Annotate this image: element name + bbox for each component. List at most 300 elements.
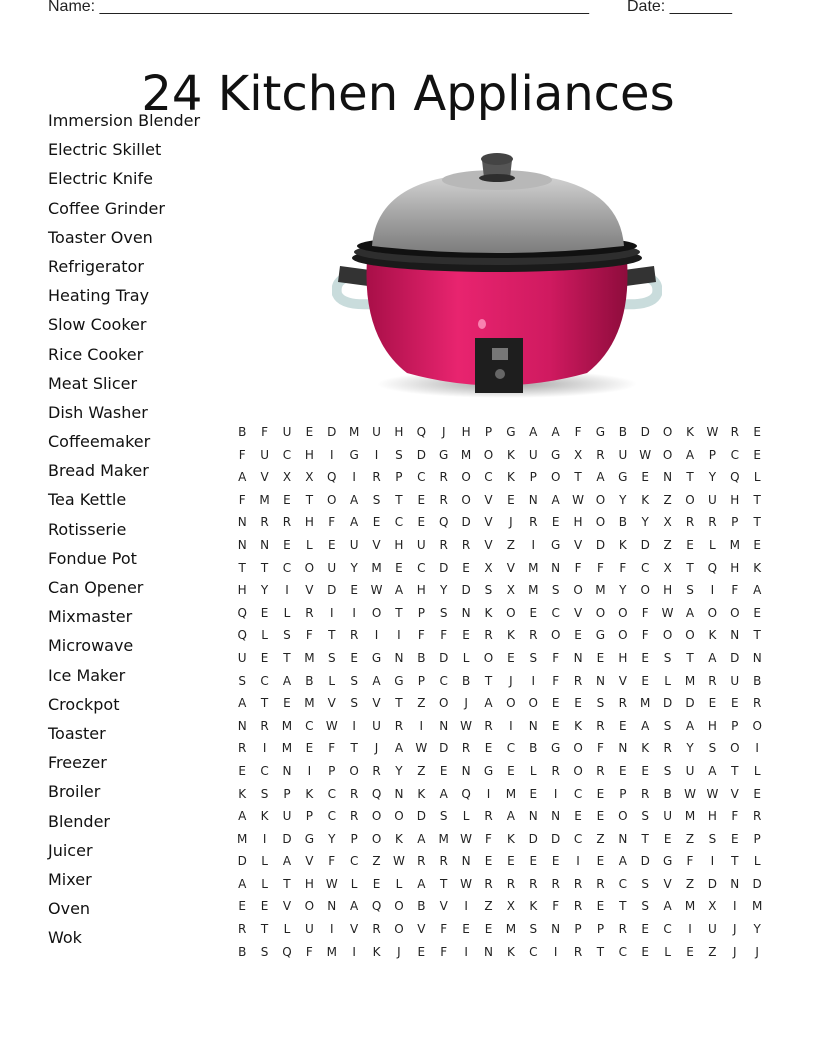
grid-letter: Q	[730, 470, 740, 485]
grid-letter: E	[484, 854, 493, 869]
grid-letter: U	[416, 537, 426, 552]
grid-letter: E	[574, 809, 582, 824]
grid-letter: G	[371, 650, 382, 665]
grid-letter: L	[664, 673, 671, 688]
grid-letter: A	[618, 854, 627, 869]
grid-letter: R	[708, 515, 717, 530]
grid-letter: C	[394, 515, 404, 530]
grid-letter: N	[327, 899, 337, 914]
grid-letter: T	[395, 605, 403, 620]
grid-letter: M	[684, 899, 696, 914]
grid-letter: I	[352, 470, 356, 485]
grid-letter: C	[573, 786, 583, 801]
grid-letter: O	[461, 470, 471, 485]
grid-letter: I	[688, 922, 692, 937]
grid-letter: F	[596, 741, 604, 756]
grid-letter: P	[305, 809, 313, 824]
grid-letter: K	[417, 786, 426, 801]
grid-row	[231, 760, 768, 783]
word-list-item: Toaster	[48, 723, 106, 743]
grid-letter: C	[551, 605, 560, 620]
grid-letter: X	[663, 560, 672, 575]
grid-letter: S	[641, 809, 650, 824]
grid-letter: O	[662, 447, 673, 462]
grid-letter: E	[238, 763, 246, 778]
word-list-item: Wok	[48, 928, 82, 948]
grid-letter: P	[328, 763, 336, 778]
word-list-item: Rice Cooker	[48, 344, 144, 364]
grid-letter: I	[329, 922, 334, 937]
grid-letter: F	[686, 854, 694, 869]
grid-letter: H	[707, 809, 717, 824]
grid-letter: T	[260, 922, 269, 937]
grid-letter: F	[574, 425, 582, 439]
grid-letter: L	[709, 537, 716, 552]
grid-letter: E	[260, 899, 269, 914]
grid-letter: G	[551, 537, 561, 552]
grid-letter: N	[260, 537, 270, 552]
grid-letter: I	[531, 673, 536, 688]
grid-letter: J	[509, 515, 513, 530]
grid-letter: B	[529, 741, 538, 756]
grid-letter: Q	[237, 605, 247, 620]
grid-letter: N	[663, 470, 673, 485]
grid-letter: F	[417, 628, 425, 643]
grid-letter: F	[485, 831, 492, 846]
grid-letter: R	[349, 809, 359, 824]
grid-letter: K	[506, 944, 515, 959]
grid-letter: Z	[596, 831, 605, 846]
grid-letter: R	[573, 876, 583, 891]
grid-row	[231, 715, 768, 738]
grid-letter: A	[417, 831, 426, 846]
grid-letter: I	[509, 718, 513, 733]
grid-letter: M	[640, 696, 651, 711]
grid-row	[231, 579, 768, 602]
grid-letter: Y	[619, 492, 627, 507]
grid-letter: F	[596, 560, 604, 575]
grid-letter: H	[304, 876, 314, 891]
grid-letter: K	[618, 537, 627, 552]
grid-letter: S	[283, 628, 291, 643]
grid-letter: Z	[417, 696, 426, 711]
grid-letter: W	[706, 786, 719, 801]
grid-letter: T	[731, 854, 739, 869]
grid-letter: I	[710, 854, 715, 869]
grid-letter: T	[686, 470, 694, 485]
grid-letter: C	[282, 560, 292, 575]
grid-letter: G	[595, 628, 606, 643]
grid-letter: R	[484, 718, 493, 733]
grid-letter: L	[753, 763, 761, 778]
grid-letter: H	[304, 447, 314, 462]
grid-letter: S	[350, 673, 358, 688]
grid-letter: M	[752, 899, 763, 914]
grid-letter: V	[618, 673, 627, 688]
grid-letter: F	[552, 673, 560, 688]
grid-letter: D	[327, 425, 337, 439]
grid-letter: S	[686, 583, 694, 598]
grid-letter: E	[730, 696, 739, 711]
word-list-item: Rotisserie	[48, 519, 127, 539]
grid-letter: W	[706, 425, 719, 439]
grid-letter: F	[440, 628, 448, 643]
grid-letter: S	[439, 809, 448, 824]
grid-letter: T	[328, 628, 336, 643]
grid-letter: R	[596, 763, 605, 778]
word-search-grid	[231, 421, 768, 963]
grid-letter: N	[573, 650, 583, 665]
grid-letter: E	[507, 763, 515, 778]
grid-letter: Y	[753, 922, 761, 937]
grid-letter: R	[238, 741, 247, 756]
grid-letter: G	[439, 447, 449, 462]
grid-letter: R	[417, 854, 426, 869]
grid-letter: W	[325, 876, 338, 891]
grid-letter: F	[328, 741, 336, 756]
grid-letter: C	[260, 673, 269, 688]
grid-letter: A	[350, 515, 359, 530]
grid-letter: E	[551, 515, 560, 530]
grid-letter: E	[686, 944, 694, 959]
grid-letter: N	[551, 560, 561, 575]
grid-letter: E	[327, 537, 336, 552]
grid-letter: G	[506, 425, 516, 439]
grid-letter: E	[574, 628, 582, 643]
grid-letter: R	[484, 809, 493, 824]
grid-letter: H	[237, 583, 247, 598]
grid-letter: E	[641, 922, 650, 937]
grid-letter: D	[237, 854, 247, 869]
grid-letter: O	[371, 809, 382, 824]
grid-letter: I	[419, 718, 424, 733]
grid-row	[231, 534, 768, 557]
grid-letter: I	[262, 741, 267, 756]
grid-letter: H	[304, 515, 314, 530]
grid-row	[231, 805, 768, 828]
grid-letter: K	[394, 831, 403, 846]
grid-letter: A	[551, 425, 560, 439]
grid-letter: R	[551, 763, 560, 778]
grid-letter: S	[708, 831, 717, 846]
grid-letter: N	[237, 718, 247, 733]
grid-letter: A	[238, 809, 247, 824]
grid-letter: A	[238, 470, 247, 485]
grid-letter: L	[462, 809, 470, 824]
grid-letter: M	[595, 583, 606, 598]
grid-letter: M	[281, 718, 293, 733]
grid-letter: B	[238, 425, 247, 439]
grid-letter: S	[663, 650, 672, 665]
grid-letter: T	[596, 944, 605, 959]
grid-letter: C	[260, 763, 269, 778]
grid-letter: R	[596, 718, 605, 733]
grid-letter: F	[305, 628, 313, 643]
grid-letter: E	[596, 854, 605, 869]
grid-letter: N	[551, 809, 561, 824]
grid-letter: T	[753, 515, 761, 530]
grid-letter: A	[663, 899, 672, 914]
grid-letter: Y	[328, 831, 336, 846]
grid-letter: E	[551, 718, 560, 733]
grid-letter: U	[260, 447, 269, 462]
grid-letter: R	[439, 854, 448, 869]
grid-letter: K	[686, 425, 694, 439]
grid-letter: E	[529, 854, 538, 869]
grid-letter: L	[261, 876, 268, 891]
grid-letter: F	[641, 605, 649, 620]
grid-letter: P	[574, 922, 582, 937]
grid-letter: S	[327, 650, 336, 665]
grid-letter: V	[439, 899, 448, 914]
grid-letter: E	[350, 583, 358, 598]
grid-letter: C	[730, 447, 739, 462]
grid-letter: M	[304, 696, 315, 711]
grid-letter: Q	[416, 425, 427, 439]
grid-letter: K	[506, 447, 515, 462]
grid-letter: S	[395, 447, 403, 462]
grid-letter: Z	[484, 899, 493, 914]
grid-letter: N	[595, 673, 605, 688]
grid-letter: Q	[282, 944, 292, 959]
grid-letter: H	[394, 425, 404, 439]
grid-letter: N	[484, 944, 493, 959]
grid-letter: D	[439, 560, 449, 575]
grid-letter: I	[374, 628, 379, 643]
grid-letter: O	[349, 763, 359, 778]
grid-letter: J	[464, 696, 468, 711]
grid-letter: H	[730, 560, 740, 575]
grid-letter: V	[484, 492, 493, 507]
grid-letter: L	[462, 650, 470, 665]
grid-letter: O	[573, 741, 583, 756]
grid-letter: Q	[237, 628, 247, 643]
grid-letter: A	[708, 763, 717, 778]
grid-letter: H	[618, 650, 628, 665]
grid-letter: E	[462, 922, 470, 937]
grid-letter: M	[237, 831, 248, 846]
grid-letter: K	[506, 831, 515, 846]
grid-letter: O	[573, 583, 583, 598]
grid-letter: T	[238, 560, 246, 575]
grid-letter: O	[483, 447, 494, 462]
grid-letter: U	[372, 425, 381, 439]
grid-letter: J	[733, 922, 737, 937]
grid-letter: H	[730, 492, 740, 507]
grid-letter: K	[641, 492, 650, 507]
grid-letter: U	[708, 492, 717, 507]
grid-letter: D	[416, 809, 426, 824]
grid-letter: W	[639, 447, 652, 462]
grid-letter: Y	[260, 583, 269, 598]
grid-letter: C	[349, 854, 359, 869]
grid-letter: O	[461, 492, 471, 507]
date-field-line: Date: _______	[627, 0, 732, 15]
grid-letter: A	[529, 425, 538, 439]
grid-letter: O	[371, 831, 382, 846]
grid-letter: S	[238, 673, 246, 688]
grid-letter: V	[730, 786, 739, 801]
grid-letter: O	[438, 696, 449, 711]
grid-letter: M	[528, 560, 539, 575]
grid-letter: K	[529, 899, 538, 914]
grid-letter: K	[506, 628, 515, 643]
grid-letter: A	[641, 718, 650, 733]
grid-letter: E	[260, 605, 269, 620]
grid-letter: B	[305, 673, 314, 688]
grid-row	[231, 783, 768, 806]
grid-letter: T	[305, 492, 314, 507]
grid-letter: Z	[685, 876, 695, 891]
grid-letter: R	[529, 876, 538, 891]
grid-letter: P	[753, 831, 761, 846]
grid-letter: E	[283, 492, 291, 507]
word-list-item: Coffeemaker	[48, 432, 151, 452]
word-list	[48, 110, 200, 956]
grid-row	[231, 873, 768, 896]
grid-letter: A	[708, 650, 717, 665]
grid-letter: A	[238, 876, 247, 891]
grid-letter: U	[730, 673, 740, 688]
grid-letter: O	[730, 605, 740, 620]
rice-cooker-icon	[332, 148, 662, 400]
grid-letter: W	[392, 854, 405, 869]
grid-letter: Y	[395, 763, 403, 778]
grid-letter: O	[707, 605, 718, 620]
grid-letter: V	[484, 515, 493, 530]
grid-letter: M	[505, 786, 517, 801]
grid-letter: E	[507, 854, 515, 869]
grid-letter: O	[394, 922, 404, 937]
grid-letter: A	[685, 718, 695, 733]
grid-letter: D	[707, 876, 718, 891]
grid-letter: Z	[417, 763, 426, 778]
grid-letter: R	[439, 470, 448, 485]
grid-letter: R	[663, 741, 672, 756]
grid-letter: S	[484, 583, 493, 598]
grid-letter: O	[752, 718, 762, 733]
grid-letter: O	[304, 560, 315, 575]
grid-letter: R	[394, 718, 404, 733]
grid-letter: K	[574, 718, 582, 733]
grid-letter: B	[417, 650, 426, 665]
grid-letter: D	[662, 696, 673, 711]
word-list-item: Refrigerator	[48, 256, 144, 276]
grid-letter: C	[484, 470, 493, 485]
grid-letter: X	[305, 470, 314, 485]
grid-letter: R	[730, 425, 739, 439]
grid-letter: R	[260, 718, 269, 733]
grid-letter: F	[574, 560, 582, 575]
grid-letter: X	[282, 470, 292, 485]
grid-letter: E	[596, 899, 605, 914]
grid-letter: Y	[619, 583, 627, 598]
grid-letter: I	[397, 628, 401, 643]
grid-letter: R	[641, 786, 650, 801]
grid-letter: I	[329, 447, 334, 462]
grid-letter: O	[595, 515, 606, 530]
grid-letter: L	[283, 922, 291, 937]
grid-letter: K	[305, 786, 314, 801]
grid-row	[231, 466, 768, 489]
grid-letter: R	[708, 673, 717, 688]
grid-letter: E	[753, 605, 761, 620]
grid-letter: F	[731, 809, 739, 824]
word-list-item: Crockpot	[48, 694, 120, 714]
grid-letter: R	[372, 763, 381, 778]
grid-letter: I	[285, 583, 289, 598]
grid-letter: O	[550, 470, 561, 485]
grid-letter: A	[753, 583, 762, 598]
grid-letter: Y	[350, 560, 358, 575]
word-list-item: Fondue Pot	[48, 548, 137, 568]
grid-letter: O	[550, 628, 561, 643]
grid-letter: W	[460, 876, 473, 891]
grid-letter: M	[460, 447, 472, 462]
grid-letter: F	[238, 447, 246, 462]
grid-letter: G	[595, 425, 606, 439]
word-list-item: Slow Cooker	[48, 315, 147, 335]
grid-row	[231, 489, 768, 512]
grid-letter: T	[731, 763, 739, 778]
grid-letter: E	[372, 515, 381, 530]
grid-letter: E	[596, 650, 605, 665]
grid-letter: S	[260, 944, 269, 959]
grid-letter: E	[619, 718, 627, 733]
grid-letter: I	[710, 583, 715, 598]
grid-letter: S	[529, 650, 538, 665]
grid-letter: V	[305, 583, 314, 598]
grid-letter: D	[461, 583, 471, 598]
grid-letter: Q	[461, 786, 471, 801]
grid-letter: K	[753, 560, 762, 575]
grid-letter: W	[370, 583, 383, 598]
grid-letter: Q	[438, 515, 449, 530]
grid-letter: N	[528, 809, 538, 824]
grid-letter: G	[394, 673, 404, 688]
grid-letter: J	[755, 944, 759, 959]
grid-letter: C	[439, 673, 448, 688]
word-list-item: Juicer	[48, 840, 93, 860]
grid-letter: R	[372, 470, 381, 485]
grid-letter: E	[686, 537, 694, 552]
grid-letter: N	[461, 605, 471, 620]
grid-letter: L	[261, 854, 268, 869]
grid-letter: E	[507, 650, 515, 665]
grid-letter: J	[374, 741, 379, 756]
grid-letter: Z	[372, 854, 381, 869]
grid-letter: L	[283, 605, 291, 620]
grid-letter: C	[529, 944, 538, 959]
grid-letter: K	[260, 809, 269, 824]
grid-letter: M	[684, 809, 696, 824]
grid-row	[231, 895, 768, 918]
grid-letter: O	[483, 650, 494, 665]
grid-letter: T	[574, 470, 582, 485]
grid-letter: B	[618, 515, 627, 530]
grid-letter: Y	[708, 470, 717, 485]
grid-letter: E	[596, 809, 605, 824]
grid-letter: T	[440, 876, 448, 891]
grid-letter: A	[350, 899, 359, 914]
grid-letter: O	[662, 425, 673, 439]
grid-row	[231, 828, 768, 851]
grid-letter: O	[528, 696, 538, 711]
grid-letter: N	[394, 650, 404, 665]
grid-letter: E	[283, 537, 291, 552]
grid-letter: E	[753, 447, 761, 462]
grid-letter: D	[752, 876, 762, 891]
